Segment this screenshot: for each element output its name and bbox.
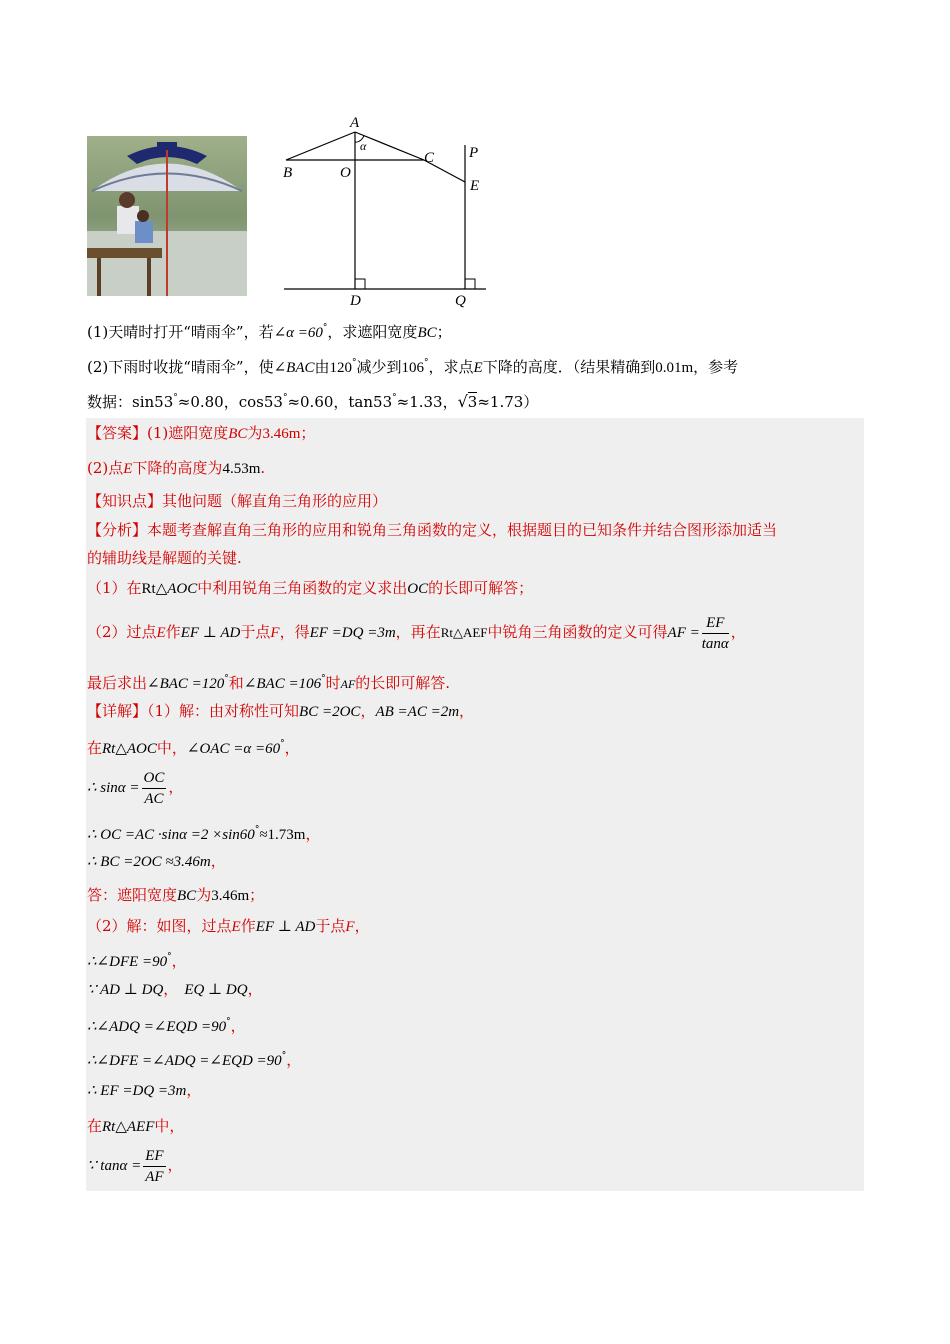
question-2-line-1: (2)下雨时收拢“晴雨伞”，使∠BAC由120°减少到106°，求点E下降的高度．（结果精确到0.01m，参考 (87, 358, 739, 376)
label-C: C (424, 150, 435, 166)
detail-line-7: （2）解：如图，过点E作EF ⊥ AD于点F， (87, 917, 370, 935)
label-E: E (470, 178, 480, 194)
detail-line-10: ∴∠ADQ =∠EQD =90°， (87, 1017, 246, 1035)
label-D: D (350, 293, 361, 309)
detail-line-3: ∴ sinα = $\frac{OC}{AC}$ ， (87, 769, 184, 807)
detail-line-12: ∴ EF =DQ =3m， (87, 1081, 202, 1099)
detail-line-8: ∴∠DFE =90°， (87, 952, 187, 970)
label-Q: Q (455, 293, 466, 309)
umbrella-photo (87, 136, 247, 296)
analysis-line-3: （1）在Rt△AOC中利用锐角三角函数的定义求出OC的长即可解答； (87, 579, 534, 597)
question-2-line-2: 数据：sin53°≈0.80，cos53°≈0.60，tan53°≈1.33，√3≈1.73） (87, 392, 539, 411)
analysis-line-4: （2）过点E作EF ⊥ AD于点F，得EF =DQ =3m，再在Rt△AEF中锐角三角函数的定义可得AF = $\frac{EF}{\tan\alpha}$ ， (87, 614, 746, 652)
analysis-line-2: 的辅助线是解题的关键. (87, 549, 242, 567)
answer-1: 【答案】(1)遮阳宽度BC为3.46m； (87, 424, 316, 442)
label-P: P (469, 145, 479, 161)
analysis-line-5: 最后求出∠BAC =120°和∠BAC =106°时AF的长即可解答. (87, 674, 451, 692)
detail-line-4: ∴ OC =AC ·sinα =2 ×sin60°≈1.73m， (87, 825, 321, 843)
detail-line-9: ∵ AD ⊥ DQ， EQ ⊥ DQ， (87, 980, 263, 998)
label-O: O (340, 165, 351, 181)
question-1: (1)天晴时打开“晴雨伞”，若∠α =60°，求遮阳宽度BC； (87, 323, 452, 341)
detail-line-5: ∴ BC =2OC ≈3.46m， (87, 852, 226, 870)
detail-line-11: ∴∠DFE =∠ADQ =∠EQD =90°， (87, 1051, 302, 1069)
geometry-figure (278, 112, 493, 312)
label-B: B (283, 165, 293, 181)
label-alpha: α (360, 139, 367, 153)
knowledge-point: 【知识点】其他问题（解直角三角形的应用） (87, 492, 388, 510)
detail-line-13: 在Rt△AEF中， (87, 1117, 185, 1135)
detail-line-6: 答：遮阳宽度BC为3.46m； (87, 886, 265, 904)
detail-line-2: 在Rt△AOC中，∠OAC =α =60°， (87, 739, 300, 757)
detail-line-14: ∵ tanα = $\frac{EF}{AF}$ ， (87, 1147, 183, 1185)
detail-line-1: 【详解】（1）解：由对称性可知BC =2OC，AB =AC =2m， (87, 702, 475, 720)
label-A: A (350, 115, 360, 131)
answer-2: (2)点E下降的高度为4.53m. (87, 459, 266, 477)
analysis-line-1: 【分析】本题考查解直角三角形的应用和锐角三角函数的定义，根据题目的已知条件并结合图形添加适当 (87, 521, 778, 539)
